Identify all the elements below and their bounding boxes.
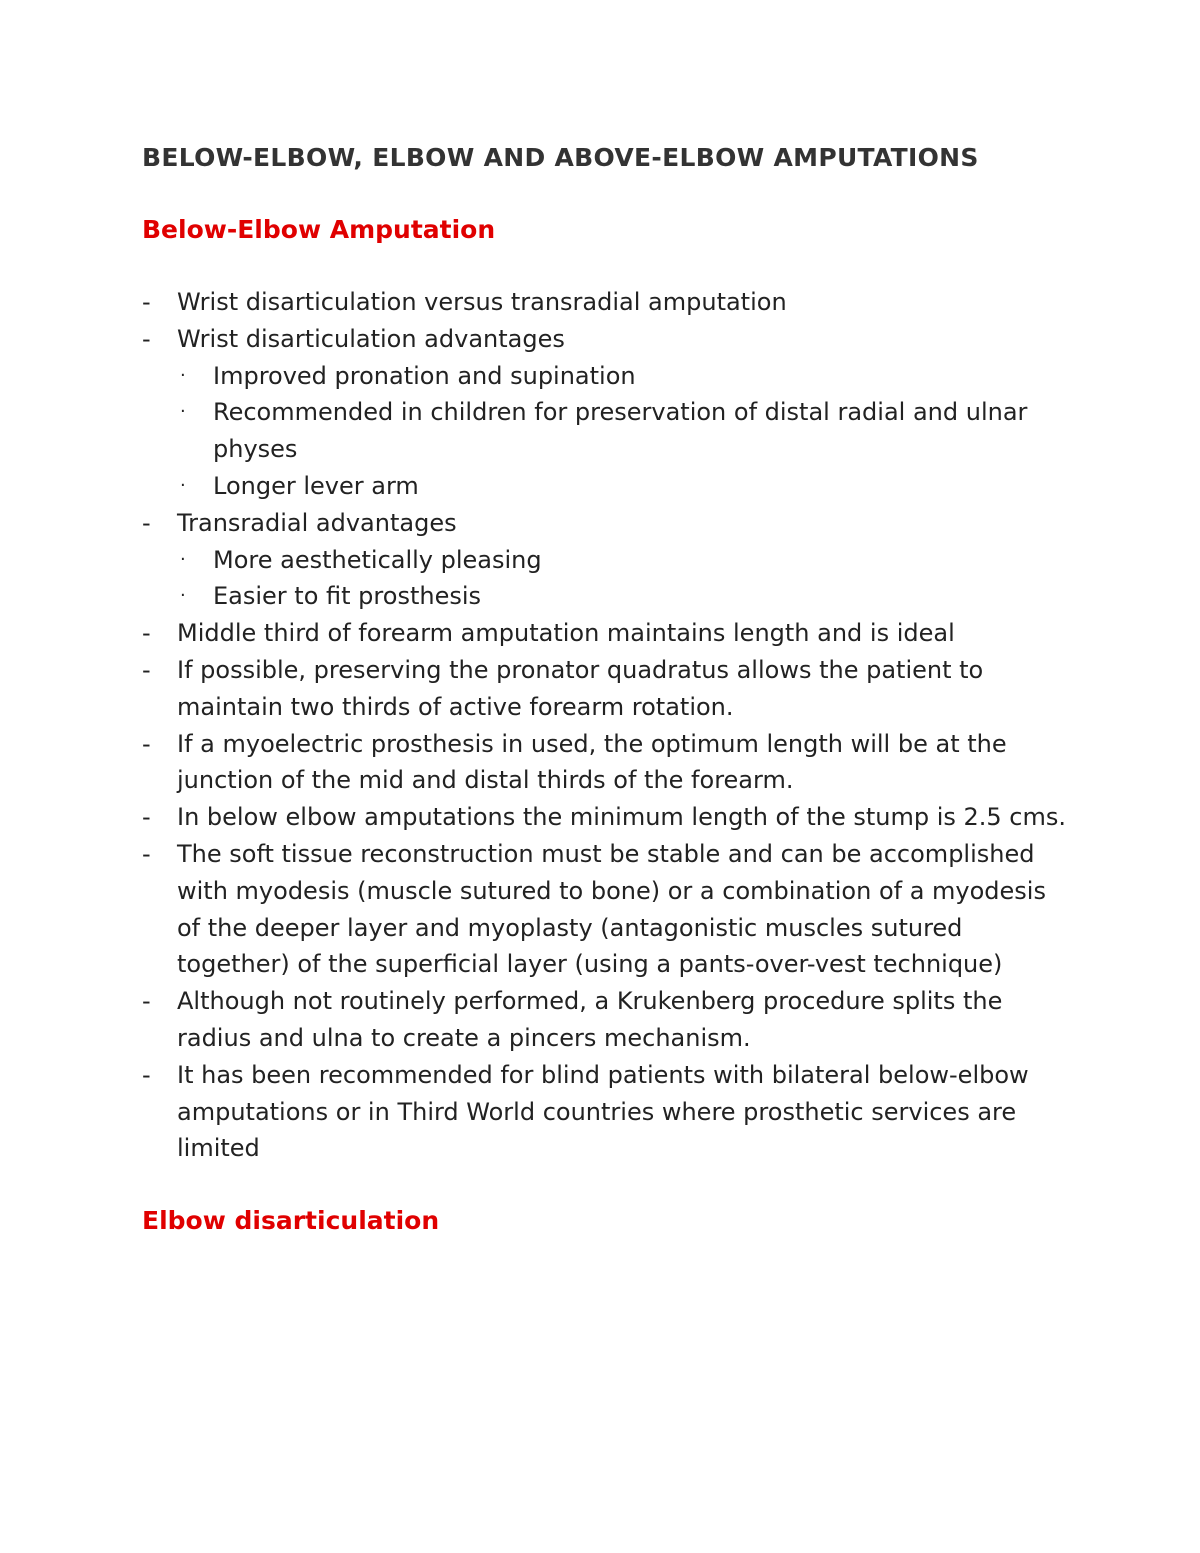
- dash-bullet-marker: -: [142, 619, 151, 648]
- list-item-text: If possible, preserving the pronator quadratus allows the patient to maintain two thirds of active forearm rotation.: [177, 655, 984, 721]
- list-item: [142, 799, 1072, 836]
- list-item-text: If a myoelectric prosthesis in used, the optimum length will be at the junction of the mid and distal thirds of the forearm.: [177, 729, 1007, 795]
- list-item-text: Wrist disarticulation advantages: [177, 324, 565, 353]
- document-page: [142, 138, 1072, 1241]
- dash-bullet-marker: -: [142, 987, 151, 1016]
- list-item: [142, 983, 1072, 1057]
- list-item: [142, 1057, 1072, 1167]
- dash-bullet-marker: -: [142, 803, 151, 832]
- bullet-list-below-elbow: [142, 284, 1072, 1167]
- list-item-text: The soft tissue reconstruction must be stable and can be accomplished with myodesis (muscle sutured to bone) or a combination of a myodesis of the deeper layer and myoplasty (antagonistic muscles sutured together) of the superficial layer (using a pants-over-vest technique): [177, 839, 1046, 979]
- list-item: [142, 284, 1072, 321]
- sub-list-item: [142, 468, 1072, 505]
- list-item-text: In below elbow amputations the minimum length of the stump is 2.5 cms.: [177, 803, 1067, 832]
- list-item-text: Middle third of forearm amputation maintains length and is ideal: [177, 619, 955, 648]
- dot-bullet-marker: ·: [180, 401, 186, 423]
- section-heading-below-elbow: Below-Elbow Amputation: [142, 215, 496, 244]
- sub-list-item: [142, 394, 1072, 468]
- dot-bullet-marker: ·: [180, 364, 186, 386]
- list-item: [142, 321, 1072, 358]
- dot-bullet-marker: ·: [180, 585, 186, 607]
- list-item-text: Wrist disarticulation versus transradial amputation: [177, 288, 787, 316]
- sub-list-item: [142, 578, 1072, 615]
- list-item-text: Transradial advantages: [177, 508, 457, 537]
- list-item: [142, 505, 1072, 542]
- document-title: BELOW-ELBOW, ELBOW AND ABOVE-ELBOW AMPUTATIONS: [142, 143, 979, 172]
- dash-bullet-marker: -: [142, 729, 151, 758]
- dash-bullet-marker: -: [142, 839, 151, 868]
- list-item-text: Recommended in children for preservation of distal radial and ulnar physes: [213, 398, 1028, 464]
- list-item-text: Although not routinely performed, a Krukenberg procedure splits the radius and ulna to create a pincers mechanism.: [177, 987, 1003, 1052]
- list-item: [142, 836, 1072, 983]
- dash-bullet-marker: -: [142, 288, 151, 316]
- section-heading-elbow-disarticulation: Elbow disarticulation: [142, 1206, 440, 1236]
- dash-bullet-marker: -: [142, 1060, 151, 1089]
- list-item-text: Improved pronation and supination: [213, 361, 636, 390]
- list-item: [142, 652, 1072, 726]
- list-item-text: Easier to fit prosthesis: [213, 582, 482, 611]
- list-item-text: Longer lever arm: [213, 471, 419, 500]
- list-item-text: More aesthetically pleasing: [213, 545, 542, 574]
- dash-bullet-marker: -: [142, 508, 151, 537]
- list-item-text: It has been recommended for blind patients with bilateral below-elbow amputations or in Third World countries where prosthetic services are limited: [177, 1060, 1029, 1163]
- list-item: [142, 726, 1072, 800]
- dash-bullet-marker: -: [142, 324, 151, 353]
- dot-bullet-marker: ·: [180, 474, 186, 496]
- dot-bullet-marker: ·: [180, 548, 186, 570]
- dash-bullet-marker: -: [142, 655, 151, 684]
- sub-list-item: [142, 542, 1072, 579]
- list-item: [142, 615, 1072, 652]
- sub-list-item: [142, 358, 1072, 395]
